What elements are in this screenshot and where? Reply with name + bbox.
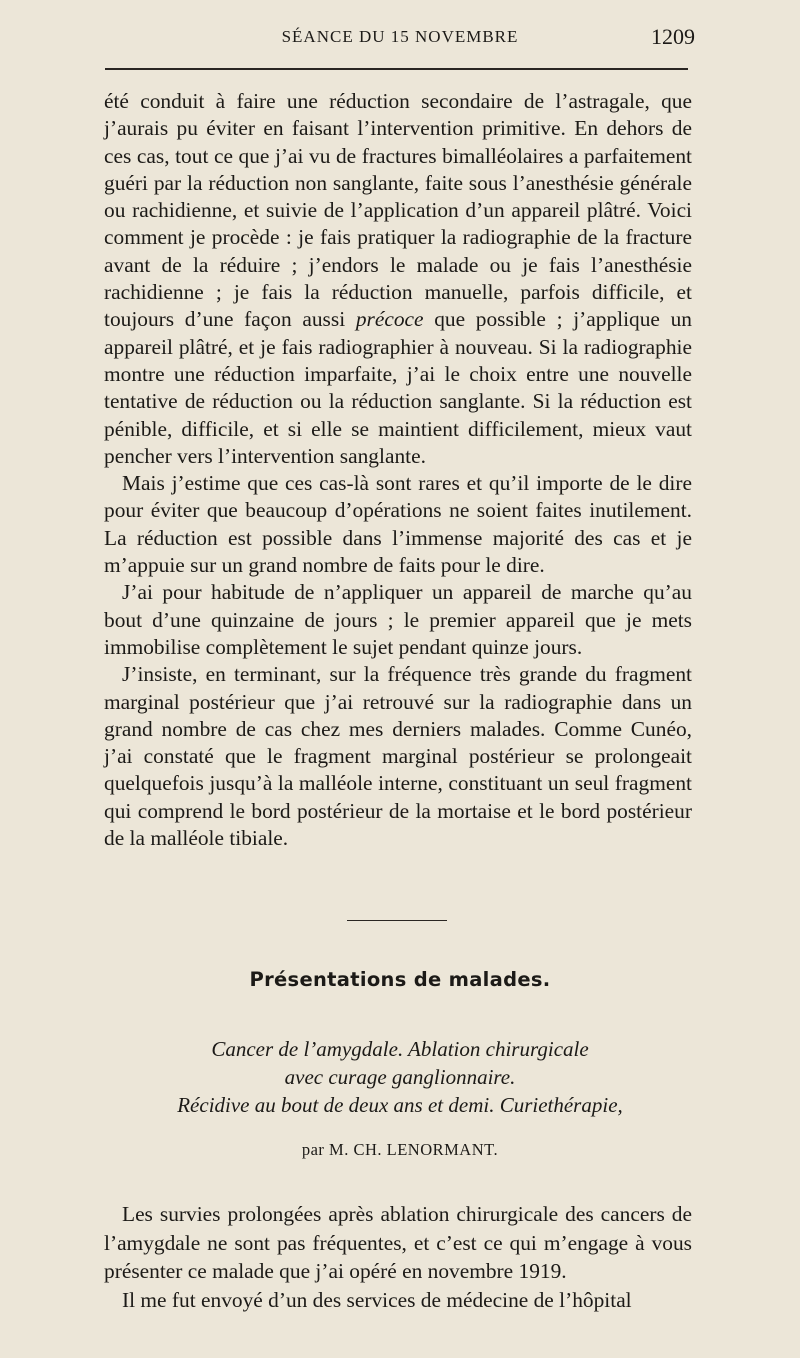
section-divider: [347, 920, 447, 921]
page-number: 1209: [651, 24, 695, 49]
header-rule: [105, 68, 688, 70]
article-title-line: avec curage ganglionnaire.: [284, 1065, 516, 1089]
paragraph: J’insiste, en terminant, sur la fréquence très grande du fragment marginal postérieur que j’ai retrouvé sur la radiographie dans un grand nombre de cas chez mes derniers malades. Comme Cunéo, j’ai constaté que le fragment marginal postérieur se prolongeait quelquefois jusqu’à la malléole interne, constituant un seul fragment qui comprend le bord postérieur de la mortaise et le bord postérieur de la malléole tibiale.: [104, 662, 692, 851]
article-title: [105, 1035, 695, 1119]
article-title-line: Cancer de l’amygdale. Ablation chirurgicale: [211, 1037, 589, 1061]
paragraph: Il me fut envoyé d’un des services de médecine de l’hôpital: [122, 1287, 632, 1312]
paragraph: Mais j’estime que ces cas-là sont rares et qu’il importe de le dire pour éviter que beaucoup d’opérations ne soient faites inutilement. La réduction est possible dans l’immense majorité des cas et je m’appuie sur un grand nombre de faits pour le dire.: [104, 471, 692, 578]
running-head: [105, 24, 695, 50]
paragraph: J’ai pour habitude de n’appliquer un appareil de marche qu’au bout d’une quinzaine de jours ; le premier appareil que je mets immobilise complètement le sujet pendant quinze jours.: [104, 580, 692, 659]
body-text: [104, 88, 692, 852]
section-heading: Présentations de malades.: [249, 968, 551, 991]
author-byline: par M. CH. LENORMANT.: [301, 1140, 499, 1159]
article-body: [104, 1200, 692, 1314]
paragraph: été conduit à faire une réduction secondaire de l’astragale, que j’aurais pu éviter en faisant l’intervention primitive. En dehors de ces cas, tout ce que j’ai vu de fractures bimalléolaires a parfaitement guéri par la réduction non sanglante, faite sous l’anesthésie générale ou rachidienne, et suivie de l’application d’un appareil plâtré. Voici comment je procède : je fais pratiquer la radiographie de la fracture avant de la réduire ; j’endors le malade ou je fais l’anesthésie rachidienne ; je fais la réduction manuelle, parfois difficile, et toujours d’une façon aussi précoce que possible ; j’applique un appareil plâtré, et je fais radiographier à nouveau. Si la radiographie montre une réduction imparfaite, j’ai le choix entre une nouvelle tentative de réduction ou la réduction sanglante. Si la réduction est pénible, difficile, et si elle se maintient difficilement, mieux vaut pencher vers l’intervention sanglante.: [104, 89, 692, 468]
paragraph: Les survies prolongées après ablation chirurgicale des cancers de l’amygdale ne sont pas fréquentes, et c’est ce qui m’engage à vous présenter ce malade que j’ai opéré en novembre 1919.: [104, 1202, 692, 1283]
running-title: SÉANCE DU 15 NOVEMBRE: [281, 27, 519, 46]
article-title-line: Récidive au bout de deux ans et demi. Curiethérapie,: [177, 1093, 623, 1117]
emphasis-text: précoce: [355, 307, 424, 332]
